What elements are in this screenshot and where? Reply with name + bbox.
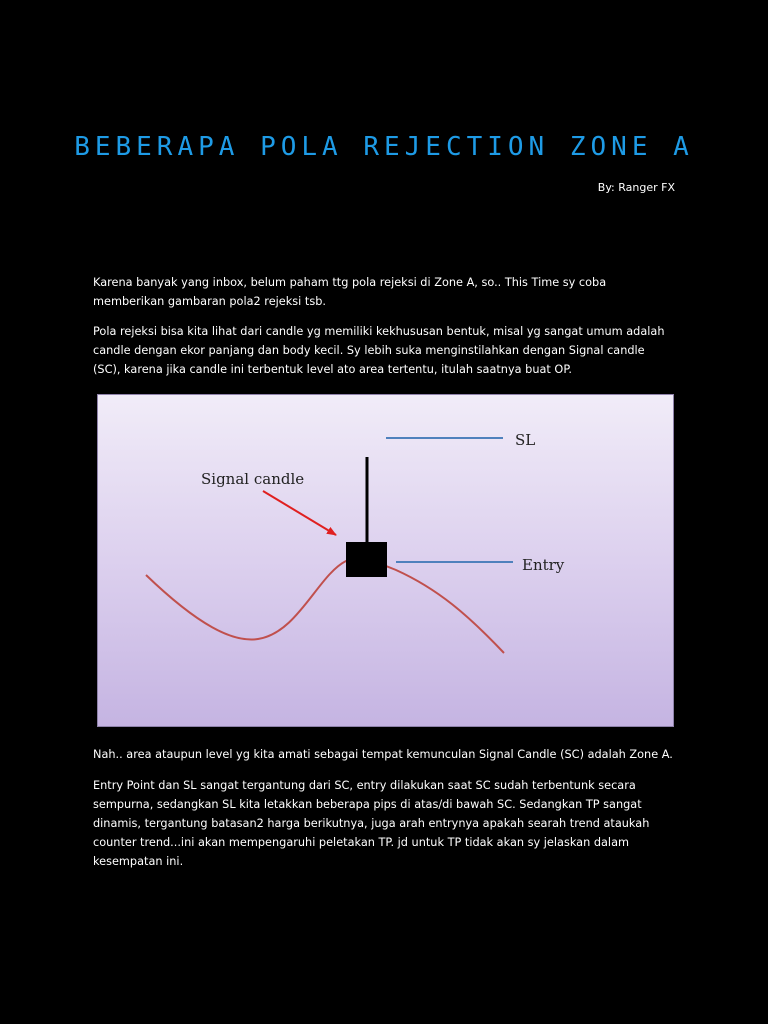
entry-label: Entry bbox=[522, 556, 565, 574]
paragraph-line: (SC), karena jika candle ini terbentuk level ato area tertentu, itulah saatnya buat OP. bbox=[93, 363, 572, 376]
paragraph-intro bbox=[93, 273, 693, 311]
candle-body bbox=[346, 542, 387, 577]
paragraph-line: Pola rejeksi bisa kita lihat dari candle yg memiliki kekhususan bentuk, misal yg sangat umum adalah bbox=[93, 325, 665, 338]
paragraph-rejection-pattern bbox=[93, 322, 693, 379]
signal-arrow bbox=[263, 491, 336, 535]
paragraph-line: kesempatan ini. bbox=[93, 855, 184, 868]
price-curve bbox=[146, 559, 504, 653]
byline: By: Ranger FX bbox=[597, 181, 675, 194]
signal-candle-label: Signal candle bbox=[201, 470, 305, 488]
diagram-canvas bbox=[98, 395, 675, 728]
sl-label: SL bbox=[515, 431, 536, 449]
paragraph-line: Entry Point dan SL sangat tergantung dari SC, entry dilakukan saat SC sudah terbentunk secara bbox=[93, 779, 636, 792]
paragraph-line: dinamis, tergantung batasan2 harga berikutnya, juga arah entrynya apakah searah trend ataukah bbox=[93, 817, 650, 830]
paragraph-line: memberikan gambaran pola2 rejeksi tsb. bbox=[93, 295, 326, 308]
page-title: BEBERAPA POLA REJECTION ZONE A bbox=[74, 132, 694, 162]
paragraph-line: Karena banyak yang inbox, belum paham ttg pola rejeksi di Zone A, so.. This Time sy coba bbox=[93, 276, 607, 289]
paragraph-entry-sl bbox=[93, 776, 693, 871]
paragraph-line: counter trend...ini akan mempengaruhi peletakan TP. jd untuk TP tidak akan sy jelaskan dalam bbox=[93, 836, 629, 849]
paragraph-zone-a bbox=[93, 745, 693, 764]
paragraph-line: candle dengan ekor panjang dan body kecil. Sy lebih suka menginstilahkan dengan Signal candle bbox=[93, 344, 645, 357]
paragraph-line: Nah.. area ataupun level yg kita amati sebagai tempat kemunculan Signal Candle (SC) adalah Zone A. bbox=[93, 748, 673, 761]
paragraph-line: sempurna, sedangkan SL kita letakkan beberapa pips di atas/di bawah SC. Sedangkan TP sangat bbox=[93, 798, 642, 811]
signal-candle-diagram bbox=[97, 394, 674, 727]
